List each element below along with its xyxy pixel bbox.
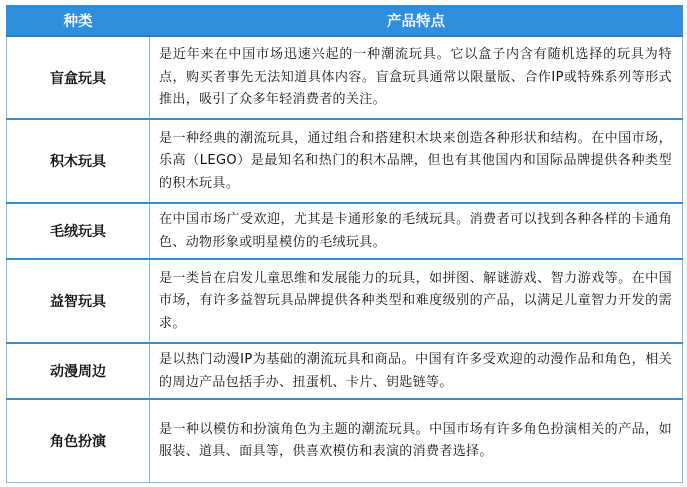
description-cell: 在中国市场广受欢迎，尤其是卡通形象的毛绒玩具。消费者可以找到各种各样的卡通角色、动物形象或明星模仿的毛绒玩具。 [150,203,683,259]
table-row [7,343,683,399]
category-cell: 盲盒玩具 [7,36,150,119]
description-cell: 是近年来在中国市场迅速兴起的一种潮流玩具。它以盒子内含有随机选择的玩具为特点，购买者事先无法知道具体内容。盲盒玩具通常以限量版、合作IP或特殊系列等形式推出，吸引了众多年轻消费者的关注。 [150,36,683,119]
header-features: 产品特点 [150,6,683,37]
table-row [7,36,683,119]
table-row [7,399,683,482]
table-row [7,259,683,343]
category-cell: 角色扮演 [7,399,150,482]
table-row [7,119,683,203]
category-cell: 积木玩具 [7,119,150,203]
category-cell: 动漫周边 [7,343,150,399]
description-cell: 是一种以模仿和扮演角色为主题的潮流玩具。中国市场有许多角色扮演相关的产品，如服装、道具、面具等，供喜欢模仿和表演的消费者选择。 [150,399,683,482]
table-header-row [7,6,683,37]
category-cell: 益智玩具 [7,259,150,343]
category-cell: 毛绒玩具 [7,203,150,259]
table-row [7,203,683,259]
header-category: 种类 [7,6,150,37]
toy-category-table [6,5,683,483]
description-cell: 是以热门动漫IP为基础的潮流玩具和商品。中国有许多受欢迎的动漫作品和角色，相关的周边产品包括手办、扭蛋机、卡片、钥匙链等。 [150,343,683,399]
description-cell: 是一种经典的潮流玩具，通过组合和搭建积木块来创造各种形状和结构。在中国市场，乐高（LEGO）是最知名和热门的积木品牌，但也有其他国内和国际品牌提供各种类型的积木玩具。 [150,119,683,203]
description-cell: 是一类旨在启发儿童思维和发展能力的玩具，如拼图、解谜游戏、智力游戏等。在中国市场，有许多益智玩具品牌提供各种类型和难度级别的产品，以满足儿童智力开发的需求。 [150,259,683,343]
toy-table-container [6,5,682,483]
